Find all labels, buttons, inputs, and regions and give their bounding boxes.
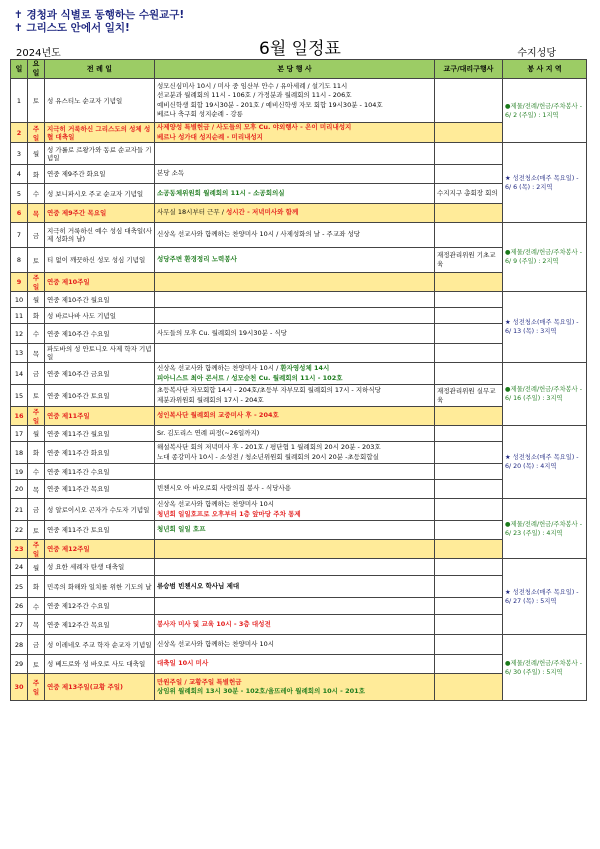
events-cell xyxy=(155,426,435,442)
events-cell xyxy=(155,480,435,499)
liturgy-cell: 연중 제11주일 xyxy=(45,407,155,426)
day-cell: 23 xyxy=(11,540,28,559)
liturgy-cell: 지극히 거룩하신 그리스도의 성체 성혈 대축일 xyxy=(45,123,155,143)
liturgy-cell: 성 알로이시오 곤자가 수도자 기념일 xyxy=(45,499,155,521)
event-text: 신상옥 선교사와 함께하는 찬양미사 10시 / xyxy=(157,364,281,373)
weekday-cell: 주일 xyxy=(28,540,45,559)
weekday-cell: 수 xyxy=(28,184,45,204)
events-cell xyxy=(155,407,435,426)
event-line xyxy=(157,443,432,452)
weekday-cell: 토 xyxy=(28,655,45,674)
year-label: 2024년도 xyxy=(16,48,61,59)
event-text: 소공동체위원회 월례회의 11시 - 소공회의실 xyxy=(157,188,285,197)
day-cell: 21 xyxy=(11,499,28,521)
service-area-cell: ★ 성전청소(매주 목요일) - 6/ 27 (목) : 5지역 xyxy=(503,559,587,635)
day-cell: 16 xyxy=(11,407,28,426)
liturgy-cell: 성 유스티노 순교자 기념일 xyxy=(45,79,155,123)
events-cell xyxy=(155,344,435,363)
day-cell: 18 xyxy=(11,442,28,464)
table-row xyxy=(11,165,587,184)
weekday-cell: 월 xyxy=(28,426,45,442)
table-row xyxy=(11,123,587,143)
weekday-cell: 토 xyxy=(28,79,45,123)
day-cell: 3 xyxy=(11,143,28,165)
event-line xyxy=(157,133,432,142)
liturgy-cell: 성 보니파시오 주교 순교자 기념일 xyxy=(45,184,155,204)
event-text: 해설복사단 회의 저녁미사 후 - 201호 / 평단협 1 월례회의 20시 20분 - 203호 xyxy=(157,443,381,452)
event-text: 성모신심미사 10시 / 미사 중 임산부 안수 / 유아세례 / 설기도 11시 xyxy=(157,81,348,90)
day-cell: 25 xyxy=(11,576,28,598)
event-text: 베르나 축구회 성지순례 - 강릉 xyxy=(157,109,243,118)
events-cell xyxy=(155,204,435,223)
day-cell: 19 xyxy=(11,464,28,480)
event-line xyxy=(157,364,432,373)
day-cell: 15 xyxy=(11,385,28,407)
liturgy-cell: 연중 제9주간 목요일 xyxy=(45,204,155,223)
weekday-cell: 화 xyxy=(28,165,45,184)
day-cell: 12 xyxy=(11,324,28,344)
weekday-cell: 수 xyxy=(28,598,45,615)
weekday-cell: 수 xyxy=(28,324,45,344)
table-row xyxy=(11,499,587,521)
diocese-cell: 재정관리위원 실무교육 xyxy=(435,385,503,407)
event-text: 사도들의 모후 Cu. 월례회의 19시30분 - 식당 xyxy=(157,328,287,337)
events-cell xyxy=(155,598,435,615)
weekday-cell: 주일 xyxy=(28,273,45,292)
day-cell: 13 xyxy=(11,344,28,363)
event-text: Sr. 김도리스 연례 피정(~26일까지) xyxy=(157,428,260,437)
service-area-cell: ●제물/전례/헌금/주차봉사 - 6/ 30 (주일) : 5지역 xyxy=(503,635,587,701)
service-area-cell: ●제물/전례/헌금/주차봉사 - 6/ 2 (주일) : 1지역 xyxy=(503,79,587,143)
weekday-cell: 목 xyxy=(28,615,45,635)
service-area-cell: ●제물/전례/헌금/주차봉사 - 6/ 9 (주일) : 2지역 xyxy=(503,223,587,292)
day-cell: 14 xyxy=(11,363,28,385)
day-cell: 17 xyxy=(11,426,28,442)
day-cell: 22 xyxy=(11,521,28,540)
liturgy-cell: 연중 제10주간 금요일 xyxy=(45,363,155,385)
liturgy-cell: 파도바의 성 안토니오 사제 학자 기념일 xyxy=(45,344,155,363)
event-line xyxy=(157,189,432,198)
table-row xyxy=(11,635,587,655)
weekday-cell: 토 xyxy=(28,248,45,273)
day-cell: 1 xyxy=(11,79,28,123)
diocese-cell xyxy=(435,598,503,615)
event-line xyxy=(157,429,432,438)
event-line xyxy=(157,82,432,91)
event-line xyxy=(157,659,432,668)
liturgy-cell: 성 바르나바 사도 기념일 xyxy=(45,308,155,324)
diocese-cell: 재정관리위원 기초교육 xyxy=(435,248,503,273)
liturgy-cell: 연중 제12주간 목요일 xyxy=(45,615,155,635)
header-row xyxy=(11,60,587,79)
events-cell xyxy=(155,308,435,324)
diocese-cell xyxy=(435,655,503,674)
mottos xyxy=(14,9,184,35)
table-row xyxy=(11,576,587,598)
day-cell: 8 xyxy=(11,248,28,273)
table-row xyxy=(11,308,587,324)
schedule-body xyxy=(11,79,587,701)
events-cell xyxy=(155,499,435,521)
event-line xyxy=(157,123,432,132)
day-cell: 11 xyxy=(11,308,28,324)
liturgy-cell: 연중 제10주간 월요일 xyxy=(45,292,155,308)
event-line xyxy=(157,91,432,100)
liturgy-cell: 성 가롤로 르왕가와 동료 순교자들 기념일 xyxy=(45,143,155,165)
weekday-cell: 월 xyxy=(28,559,45,576)
diocese-cell xyxy=(435,204,503,223)
col-header-diocese: 교구/대리구행사 xyxy=(435,60,503,79)
day-cell: 28 xyxy=(11,635,28,655)
table-row xyxy=(11,480,587,499)
events-cell xyxy=(155,576,435,598)
events-cell xyxy=(155,165,435,184)
table-row xyxy=(11,344,587,363)
event-text: 봉사자 미사 및 교육 10시 - 3층 대성전 xyxy=(157,619,271,628)
liturgy-cell: 연중 제10주일 xyxy=(45,273,155,292)
event-line xyxy=(157,640,432,649)
events-cell xyxy=(155,521,435,540)
table-row xyxy=(11,204,587,223)
weekday-cell: 금 xyxy=(28,363,45,385)
weekday-cell: 금 xyxy=(28,635,45,655)
schedule-table xyxy=(10,59,587,701)
events-cell xyxy=(155,464,435,480)
diocese-cell xyxy=(435,344,503,363)
diocese-cell xyxy=(435,576,503,598)
service-area-cell: ★ 성전청소(매주 목요일) - 6/ 20 (목) : 4지역 xyxy=(503,426,587,499)
day-cell: 29 xyxy=(11,655,28,674)
event-line xyxy=(157,255,432,264)
event-line xyxy=(157,687,432,696)
table-row xyxy=(11,407,587,426)
service-area-cell: ★ 성전청소(매주 목요일) - 6/ 6 (목) : 2지역 xyxy=(503,143,587,223)
event-line xyxy=(157,110,432,119)
event-line xyxy=(157,582,432,591)
weekday-cell: 화 xyxy=(28,576,45,598)
weekday-cell: 주일 xyxy=(28,123,45,143)
motto-1: ✝ 경청과 식별로 동행하는 수원교구! xyxy=(14,9,185,21)
col-header-events: 본 당 행 사 xyxy=(155,60,435,79)
diocese-cell xyxy=(435,407,503,426)
diocese-cell xyxy=(435,308,503,324)
liturgy-cell: 티 없이 깨끗하신 성모 성심 기념일 xyxy=(45,248,155,273)
table-row xyxy=(11,248,587,273)
liturgy-cell: 지극히 거룩하신 예수 성심 대축일(사제 성화의 날) xyxy=(45,223,155,248)
events-cell xyxy=(155,442,435,464)
event-line xyxy=(157,230,432,239)
diocese-cell xyxy=(435,363,503,385)
events-cell xyxy=(155,324,435,344)
event-text: 성당주변 환경정리 노력봉사 xyxy=(157,255,237,264)
event-line xyxy=(157,411,432,420)
event-highlight: 환자영성체 14시 xyxy=(280,364,330,373)
liturgy-cell: 성 이레네오 주교 학자 순교자 기념일 xyxy=(45,635,155,655)
events-cell xyxy=(155,363,435,385)
events-cell xyxy=(155,123,435,143)
day-cell: 6 xyxy=(11,204,28,223)
events-cell xyxy=(155,615,435,635)
liturgy-cell: 연중 제12주간 수요일 xyxy=(45,598,155,615)
day-cell: 7 xyxy=(11,223,28,248)
diocese-cell: 수지지구 총회장 회의 xyxy=(435,184,503,204)
event-line xyxy=(157,329,432,338)
col-header-service: 봉 사 지 역 xyxy=(503,60,587,79)
event-line xyxy=(157,396,432,405)
event-text: 제분과위원회 월례회의 17시 - 204호 xyxy=(157,395,264,404)
event-text: 피아니스트 최아 콘서트 / 성모승천 Cu. 월례회의 11시 - 102호 xyxy=(157,373,343,382)
weekday-cell: 목 xyxy=(28,480,45,499)
event-line xyxy=(157,525,432,534)
day-cell: 5 xyxy=(11,184,28,204)
weekday-cell: 월 xyxy=(28,292,45,308)
col-header-liturgy: 전 례 일 xyxy=(45,60,155,79)
liturgy-cell: 연중 제10주간 토요일 xyxy=(45,385,155,407)
table-row xyxy=(11,464,587,480)
event-text: 신상옥 선교사와 함께하는 찬양미사 10시 xyxy=(157,639,274,648)
event-text: 예비신학생 회합 19시30분 - 201호 / 예비신학생 자모 회합 19시30분 - 104호 xyxy=(157,100,383,109)
event-text: 신상옥 선교사와 함께하는 찬양미사 10시 / 사제성화의 날 - 주교좌 성당 xyxy=(157,230,361,239)
service-area-cell: ●제물/전례/헌금/주차봉사 - 6/ 23 (주일) : 4지역 xyxy=(503,499,587,559)
table-row xyxy=(11,674,587,701)
events-cell xyxy=(155,385,435,407)
liturgy-cell: 성 요한 세례자 탄생 대축일 xyxy=(45,559,155,576)
table-row xyxy=(11,363,587,385)
day-cell: 27 xyxy=(11,615,28,635)
diocese-cell xyxy=(435,521,503,540)
events-cell xyxy=(155,273,435,292)
day-cell: 20 xyxy=(11,480,28,499)
event-line xyxy=(157,386,432,395)
events-cell xyxy=(155,143,435,165)
event-line xyxy=(157,510,432,519)
event-line xyxy=(157,101,432,110)
diocese-cell xyxy=(435,674,503,701)
diocese-cell xyxy=(435,559,503,576)
liturgy-cell: 연중 제10주간 수요일 xyxy=(45,324,155,344)
events-cell xyxy=(155,248,435,273)
event-text: 상임위 월례회의 13시 30분 - 102호/울뜨레아 월례회의 10시 - 201호 xyxy=(157,687,365,695)
weekday-cell: 목 xyxy=(28,204,45,223)
event-text: 류승범 빈첸시오 학사님 제대 xyxy=(157,581,240,590)
event-text: 청년회 일일 호프 xyxy=(157,525,206,534)
day-cell: 24 xyxy=(11,559,28,576)
events-cell xyxy=(155,184,435,204)
table-row xyxy=(11,559,587,576)
diocese-cell xyxy=(435,499,503,521)
event-line xyxy=(157,374,432,383)
table-row xyxy=(11,385,587,407)
day-cell: 26 xyxy=(11,598,28,615)
events-cell xyxy=(155,655,435,674)
service-area-cell: ★ 성전청소(매주 목요일) - 6/ 13 (목) : 3지역 xyxy=(503,292,587,363)
event-text: 성인복사단 월례회의 교중미사 후 - 204호 xyxy=(157,411,279,420)
weekday-cell: 금 xyxy=(28,223,45,248)
service-area-cell: ●제물/전례/헌금/주차봉사 - 6/ 16 (주일) : 3지역 xyxy=(503,363,587,426)
event-line xyxy=(157,453,432,462)
events-cell xyxy=(155,292,435,308)
liturgy-cell: 연중 제11주간 화요일 xyxy=(45,442,155,464)
col-header-weekday: 요일 xyxy=(28,60,45,79)
event-text: 빈첸시오 아 바오로회 사랑의집 봉사 - 식당사용 xyxy=(157,484,292,493)
liturgy-cell: 연중 제11주간 목요일 xyxy=(45,480,155,499)
day-cell: 10 xyxy=(11,292,28,308)
parish-name: 수지성당 xyxy=(517,48,556,59)
weekday-cell: 주일 xyxy=(28,407,45,426)
liturgy-cell: 연중 제12주일 xyxy=(45,540,155,559)
event-text: 노대 종강미사 10시 - 소성전 / 청소년위원회 월례회의 20시 20분 -초등회합실 xyxy=(157,452,379,461)
diocese-cell xyxy=(435,464,503,480)
weekday-cell: 화 xyxy=(28,308,45,324)
weekday-cell: 월 xyxy=(28,143,45,165)
event-text: 사제양성 특별헌금 / 사도들의 모후 Cu. 야외행사 - 은이 미리내성지 xyxy=(157,123,352,132)
weekday-cell: 토 xyxy=(28,385,45,407)
event-line xyxy=(157,620,432,629)
diocese-cell xyxy=(435,540,503,559)
diocese-cell xyxy=(435,480,503,499)
diocese-cell xyxy=(435,442,503,464)
diocese-cell xyxy=(435,635,503,655)
table-row xyxy=(11,655,587,674)
day-cell: 2 xyxy=(11,123,28,143)
table-row xyxy=(11,143,587,165)
diocese-cell xyxy=(435,273,503,292)
table-row xyxy=(11,442,587,464)
day-cell: 9 xyxy=(11,273,28,292)
weekday-cell: 목 xyxy=(28,344,45,363)
table-row xyxy=(11,426,587,442)
event-line xyxy=(157,484,432,493)
diocese-cell xyxy=(435,123,503,143)
day-cell: 4 xyxy=(11,165,28,184)
table-row xyxy=(11,324,587,344)
events-cell xyxy=(155,223,435,248)
table-row xyxy=(11,223,587,248)
liturgy-cell: 민족의 화해와 일치를 위한 기도의 날 xyxy=(45,576,155,598)
event-line xyxy=(157,169,432,178)
diocese-cell xyxy=(435,79,503,123)
liturgy-cell: 연중 제11주간 월요일 xyxy=(45,426,155,442)
event-text: 신상옥 선교사와 함께하는 찬양미사 10시 xyxy=(157,500,274,509)
diocese-cell xyxy=(435,426,503,442)
liturgy-cell: 성 베드로와 성 바오로 사도 대축일 xyxy=(45,655,155,674)
event-text: 만원주일 / 교황주일 특별헌금 xyxy=(157,677,242,686)
table-row xyxy=(11,615,587,635)
diocese-cell xyxy=(435,143,503,165)
event-text: 선교분과 월례회의 11시 - 106호 / 가정분과 월례회의 11시 - 206호 xyxy=(157,91,352,100)
table-row xyxy=(11,540,587,559)
event-text: 베르나 성가대 성지순례 - 미리내성지 xyxy=(157,132,263,141)
liturgy-cell: 연중 제11주간 토요일 xyxy=(45,521,155,540)
table-row xyxy=(11,79,587,123)
events-cell xyxy=(155,540,435,559)
weekday-cell: 화 xyxy=(28,442,45,464)
table-row xyxy=(11,521,587,540)
weekday-cell: 금 xyxy=(28,499,45,521)
diocese-cell xyxy=(435,223,503,248)
col-header-day: 일 xyxy=(11,60,28,79)
event-text: 본당 소독 xyxy=(157,169,185,178)
weekday-cell: 수 xyxy=(28,464,45,480)
liturgy-cell: 연중 제9주간 화요일 xyxy=(45,165,155,184)
events-cell xyxy=(155,635,435,655)
event-line xyxy=(157,208,432,217)
event-text: 청년회 일일호프로 오후부터 1층 앞마당 주차 통제 xyxy=(157,509,301,518)
day-cell: 30 xyxy=(11,674,28,701)
event-line xyxy=(157,678,432,687)
events-cell xyxy=(155,674,435,701)
motto-2: ✝ 그리스도 안에서 일치! xyxy=(14,22,130,34)
event-text: 초등복사단 자모회합 14시 - 204호/초등부 자부모회 월례회의 17시 - 지하식당 xyxy=(157,386,381,395)
diocese-cell xyxy=(435,615,503,635)
event-highlight: 성시간 - 저녁미사와 함께 xyxy=(225,208,299,217)
liturgy-cell: 연중 제13주일(교황 주일) xyxy=(45,674,155,701)
events-cell xyxy=(155,79,435,123)
weekday-cell: 주일 xyxy=(28,674,45,701)
event-text: 대축일 10시 미사 xyxy=(157,659,209,668)
page-title: 6월 일정표 xyxy=(259,39,341,59)
diocese-cell xyxy=(435,165,503,184)
table-row xyxy=(11,292,587,308)
table-row xyxy=(11,598,587,615)
event-text: 사무실 18시부터 근무 / xyxy=(157,208,226,217)
diocese-cell xyxy=(435,324,503,344)
table-row xyxy=(11,273,587,292)
diocese-cell xyxy=(435,292,503,308)
events-cell xyxy=(155,559,435,576)
table-row xyxy=(11,184,587,204)
liturgy-cell: 연중 제11주간 수요일 xyxy=(45,464,155,480)
weekday-cell: 토 xyxy=(28,521,45,540)
event-line xyxy=(157,500,432,509)
